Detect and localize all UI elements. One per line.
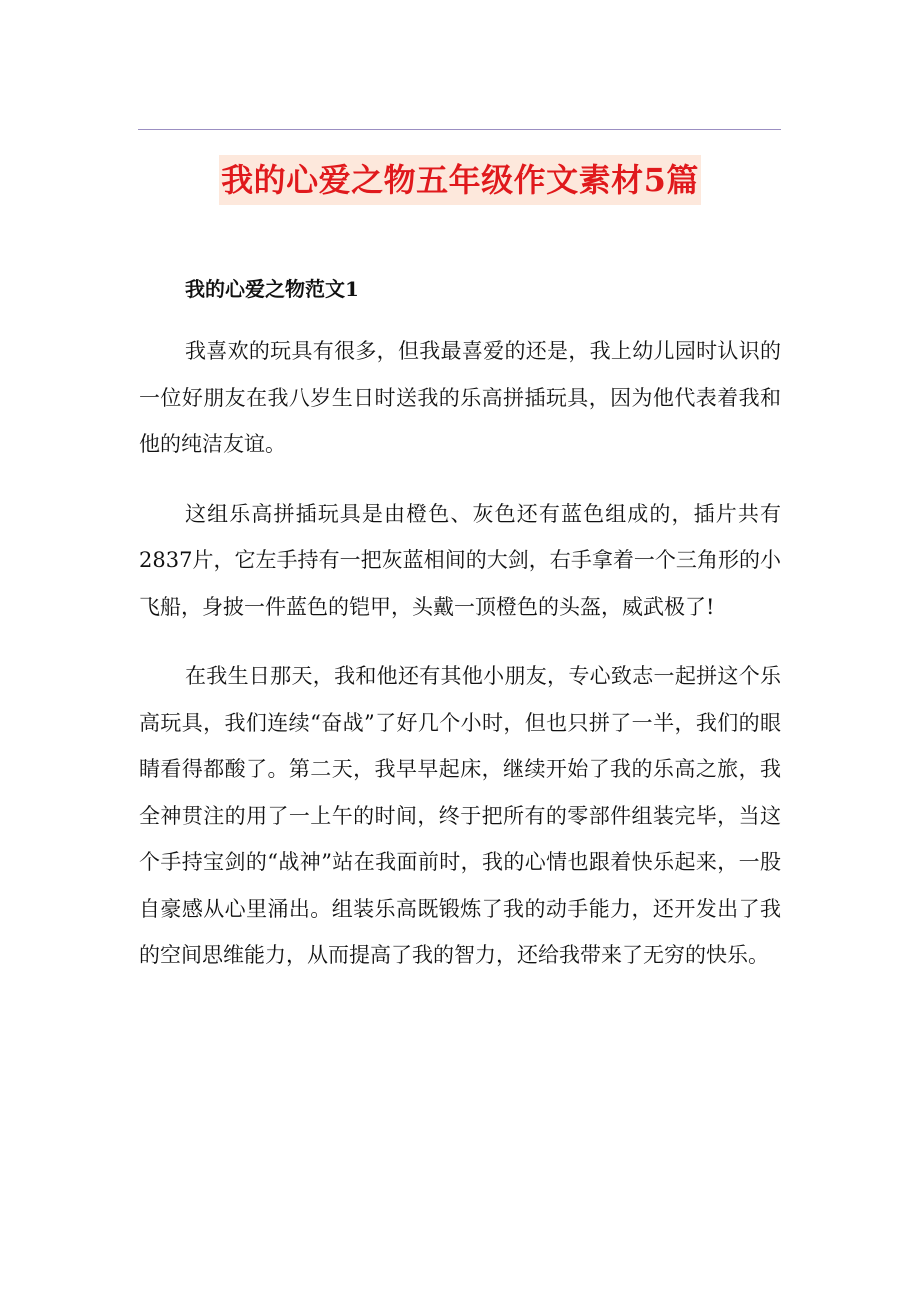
document-title: 我的心爱之物五年级作文素材5篇 (219, 155, 701, 205)
header-divider (138, 129, 781, 130)
article-body (139, 266, 781, 979)
paragraph-2: 这组乐高拼插玩具是由橙色、灰色还有蓝色组成的，插片共有2837片，它左手持有一把灰蓝相间的大剑，右手拿着一个三角形的小飞船，身披一件蓝色的铠甲，头戴一顶橙色的头盔，威武极了! (139, 501, 781, 619)
paragraph-3: 在我生日那天，我和他还有其他小朋友，专心致志一起拼这个乐高玩具，我们连续“奋战”了好几个小时，但也只拼了一半，我们的眼睛看得都酸了。第二天，我早早起床，继续开始了我的乐高之旅，我全神贯注的用了一上午的时间，终于把所有的零部件组装完毕，当这个手持宝剑的“战神”站在我面前时，我的心情也跟着快乐起来，一股自豪感从心里涌出。组装乐高既锻炼了我的动手能力，还开发出了我的空间思维能力，从而提高了我的智力，还给我带来了无穷的快乐。 (139, 664, 781, 967)
section-heading: 我的心爱之物范文1 (185, 277, 359, 301)
paragraph-1: 我喜欢的玩具有很多，但我最喜爱的还是，我上幼儿园时认识的一位好朋友在我八岁生日时送我的乐高拼插玩具，因为他代表着我和他的纯洁友谊。 (139, 339, 781, 456)
title-container (0, 155, 920, 205)
